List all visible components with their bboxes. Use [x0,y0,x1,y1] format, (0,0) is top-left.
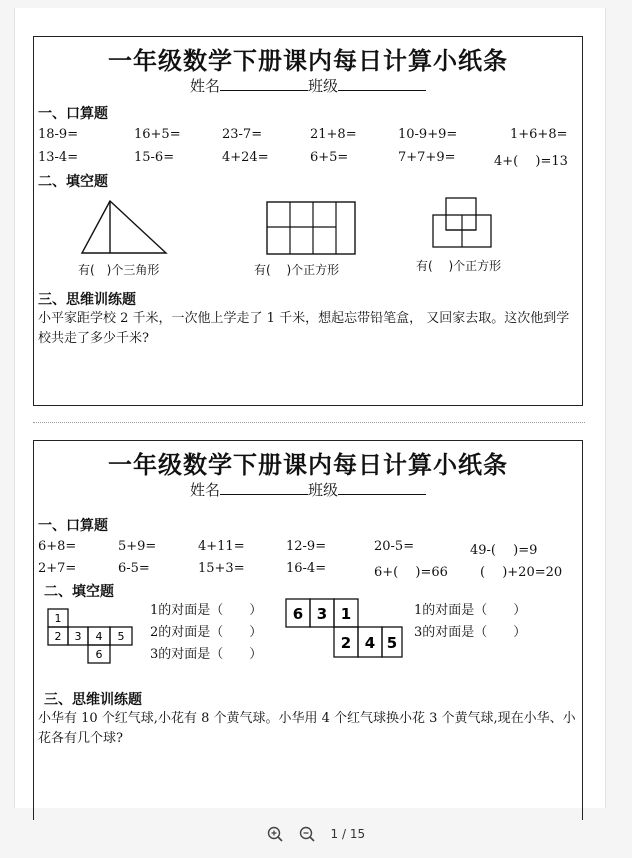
think-question: 小平家距学校 2 千米，一次他上学走了 1 千米，想起忘带铅笔盒， 又回家去取。这次他到学校共走了多少千米? [38,311,570,346]
calc-item: 5+9= [118,539,157,554]
section-fill: 二、填空题 [44,584,114,600]
name-label: 姓名 [189,481,220,499]
triangle-caption: 有( )个三角形 [78,263,160,277]
name-label: 姓名 [189,77,220,95]
cube-a-face-6: 6 [95,648,103,661]
cube-b-face-2: 2 [340,634,352,652]
calc-item: 18-9= [38,127,79,142]
calc-item: 6+5= [310,150,349,165]
calc-item: 21+8= [310,127,357,142]
worksheet-title: 一年级数学下册课内每日计算小纸条 [108,450,508,479]
zoom-out-button[interactable] [299,826,315,842]
calc-item: 4+( )=13 [494,154,568,169]
calc-item: 20-5= [374,539,415,554]
calc-item: 13-4= [38,150,79,165]
page-indicator: 1 / 15 [330,827,366,841]
overlap-squares-figure [432,197,492,249]
cube-net-a [44,605,140,673]
cube-b-question-1: 1的对面是（ ） [414,603,527,618]
cube-a-question-1: 1的对面是（ ） [150,603,263,618]
think-question: 小华有 10 个红气球,小花有 8 个黄气球。小华用 4 个红气球换小花 3 个黄气球,现在小华、小花各有几个球? [38,711,576,746]
zoom-in-button[interactable] [267,826,283,842]
triangle-figure [80,199,170,255]
calc-item: 10-9+9= [398,127,458,142]
section-think: 三、思维训练题 [38,292,136,308]
name-class-row [34,479,582,500]
calc-item: 2+7= [38,561,77,576]
cube-b-face-6: 6 [292,605,304,623]
class-blank [338,480,426,495]
cube-a-face-4: 4 [95,630,103,643]
viewer-toolbar [0,826,632,846]
cube-b-face-5: 5 [386,634,398,652]
class-blank [338,76,426,91]
calc-item: 6+( )=66 [374,565,448,580]
calc-item: 23-7= [222,127,263,142]
section-think: 三、思维训练题 [44,692,142,708]
cube-net-b [284,597,406,661]
squares-grid-figure [266,201,356,255]
section-calc: 一、口算题 [38,106,108,122]
calc-item: 6+8= [38,539,77,554]
class-label: 班级 [308,481,339,499]
calc-item: 4+11= [198,539,245,554]
name-blank [220,76,308,91]
zoom-out-icon [299,826,315,842]
cube-b-face-4: 4 [364,634,376,652]
name-class-row [34,75,582,96]
overlap-squares-caption: 有( )个正方形 [416,259,502,273]
cube-b-question-2: 3的对面是（ ） [414,625,527,640]
cube-a-face-1: 1 [54,612,62,625]
class-label: 班级 [308,77,339,95]
calc-item: 16+5= [134,127,181,142]
calc-item: 7+7+9= [398,150,456,165]
squares-grid-caption: 有( )个正方形 [254,263,340,277]
cube-a-question-2: 2的对面是（ ） [150,625,263,640]
calc-item: 4+24= [222,150,269,165]
calc-item: 15+3= [198,561,245,576]
section-fill: 二、填空题 [38,174,108,190]
cube-a-face-2: 2 [54,630,62,643]
calc-item: 1+6+8= [510,127,568,142]
cube-a-face-5: 5 [117,630,125,643]
calc-item: 49-( )=9 [470,543,538,558]
cube-b-face-1: 1 [340,605,352,623]
cube-a-face-3: 3 [74,630,82,643]
calc-item: 16-4= [286,561,327,576]
worksheet-title: 一年级数学下册课内每日计算小纸条 [108,46,508,75]
zoom-in-icon [267,826,283,842]
name-blank [220,480,308,495]
calc-item: 12-9= [286,539,327,554]
calc-item: ( )+20=20 [480,565,563,580]
page-separator [33,422,585,423]
worksheet-2 [33,440,583,820]
worksheet-1 [33,36,583,406]
document-page [14,8,606,808]
calc-item: 15-6= [134,150,175,165]
section-calc: 一、口算题 [38,518,108,534]
cube-b-face-3: 3 [316,605,328,623]
cube-a-question-3: 3的对面是（ ） [150,647,263,662]
calc-item: 6-5= [118,561,150,576]
